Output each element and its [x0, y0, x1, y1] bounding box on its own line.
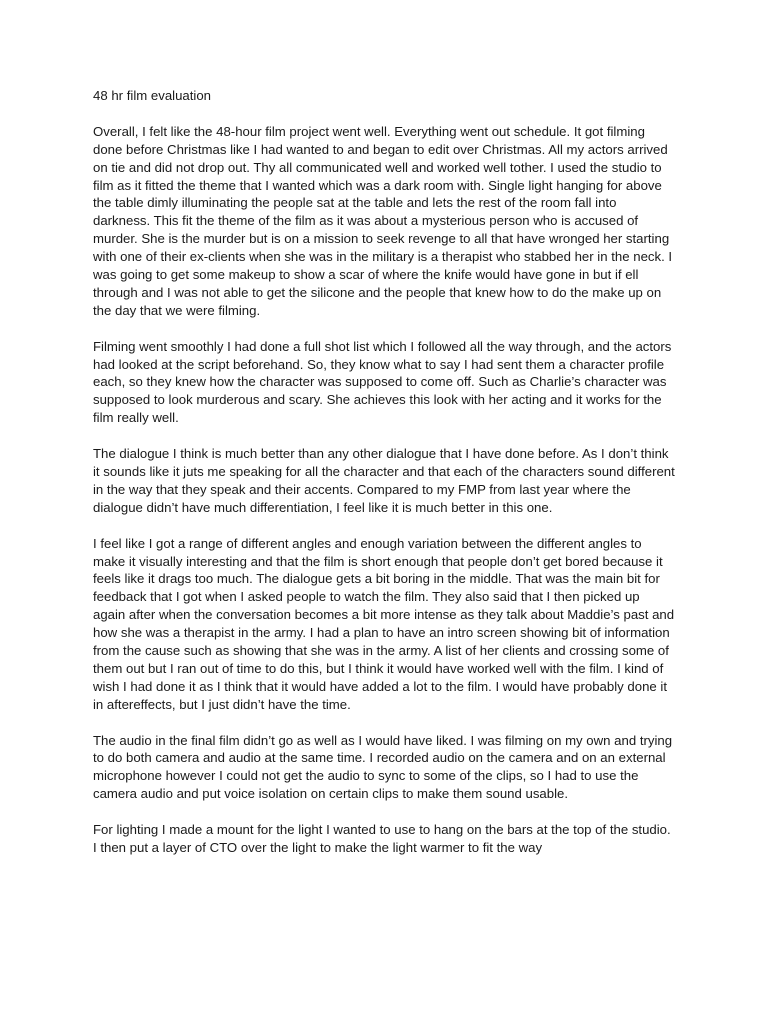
paragraph-filming: Filming went smoothly I had done a full shot list which I followed all the way through, and the actors had looked at the script beforehand. So, they know what to say I had sent them a character profile each, so they knew how the character was supposed to come off. Such as Charlie’s character was supposed to look murderous and scary. She achieves this look with her acting and it works for the film really well.	[93, 338, 672, 426]
document-body	[93, 87, 675, 875]
document-title: 48 hr film evaluation	[93, 88, 212, 103]
paragraph-overall: Overall, I felt like the 48-hour film project went well. Everything went out schedule. It got filming done before Christmas like I had wanted to and began to edit over Christmas. All my actors arrived on tie and did not drop out. Thy all communicated well and worked well tother. I used the studio to film as it fitted the theme that I wanted which was a dark room with. Single light hanging for above the table dimly illuminating the people sat at the table and lets the rest of the room fall into darkness. This fit the theme of the film as it was about a mysterious person who is accused of murder. She is the murder but is on a mission to seek revenge to all that have wronged her starting with one of their ex-clients when she was in the military is a therapist who stabbed her in the neck. I was going to get some makeup to show a scar of where the knife would have gone in but if ell through and I was not able to get the silicone and the people that knew how to do the make up on the day that we were filming.	[93, 123, 673, 318]
paragraph-dialogue: The dialogue I think is much better than any other dialogue that I have done before. As I don’t think it sounds like it juts me speaking for all the character and that each of the characters sound different in the way that they speak and their accents. Compared to my FMP from last year where the dialogue didn’t have much differentiation, I feel like it is much better in this one.	[93, 446, 675, 515]
paragraph-angles: I feel like I got a range of different angles and enough variation between the different angles to make it visually interesting and that the film is short enough that people don’t get bored because it feels like it drags too much. The dialogue gets a bit boring in the middle. That was the main bit for feedback that I got when I asked people to watch the film. They also said that I then picked up again after when the conversation becomes a bit more intense as they talk about Maddie’s past and how she was a therapist in the army. I had a plan to have an intro screen showing bit of information from the cause such as showing that she was in the army. A list of her clients and crossing some of them out but I ran out of time to do this, but I think it would have worked well with the film. I kind of wish I had done it as I think that it would have added a lot to the film. I would have probably done it in aftereffects, but I just didn’t have the time.	[93, 535, 675, 712]
paragraph-lighting: For lighting I made a mount for the light I wanted to use to hang on the bars at the top of the studio. I then put a layer of CTO over the light to make the light warmer to fit the way	[93, 822, 671, 855]
paragraph-audio: The audio in the final film didn’t go as well as I would have liked. I was filming on my own and trying to do both camera and audio at the same time. I recorded audio on the camera and on an external microphone however I could not get the audio to sync to some of the clips, so I had to use the camera audio and put voice isolation on certain clips to make them sound usable.	[93, 732, 673, 802]
